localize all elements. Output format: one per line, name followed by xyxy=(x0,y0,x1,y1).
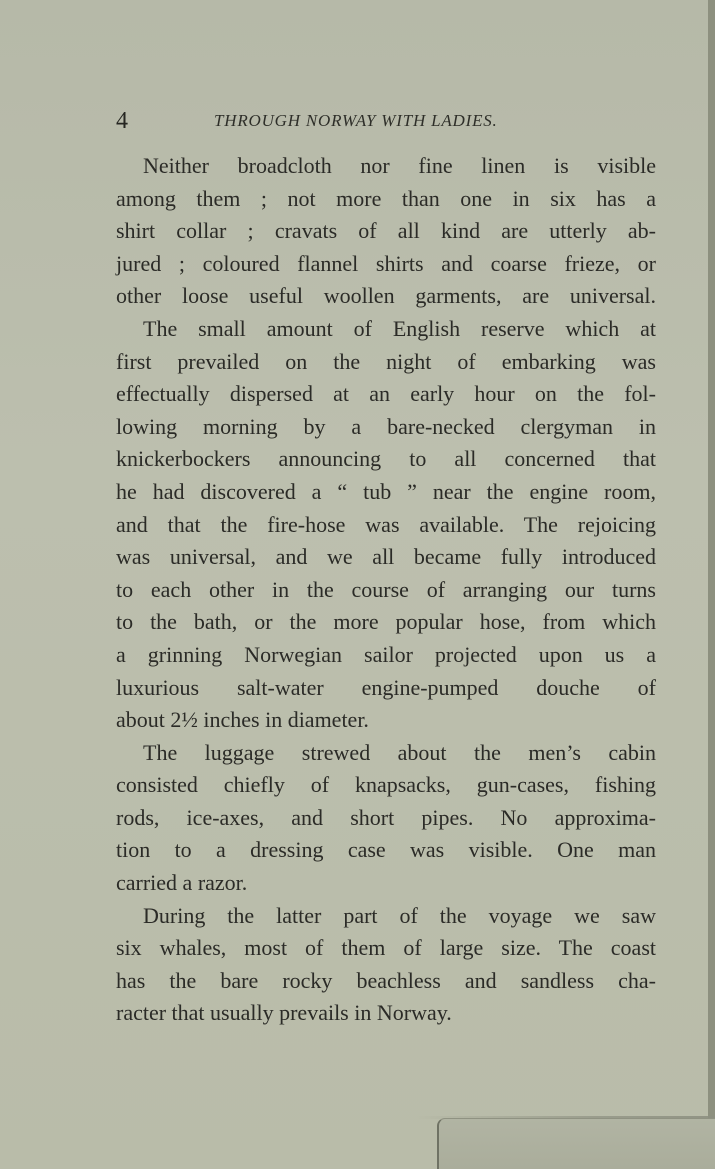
body-text xyxy=(116,150,656,1030)
text-line: consisted chiefly of knapsacks, gun-cases, fishing xyxy=(116,772,656,798)
text-line: The luggage strewed about the men’s cabin xyxy=(143,739,656,765)
text-line: shirt collar ; cravats of all kind are utterly ab- xyxy=(116,218,656,244)
text-line: he had discovered a “ tub ” near the engine room, xyxy=(116,478,656,504)
text-line: jured ; coloured flannel shirts and coarse frieze, or xyxy=(116,250,656,276)
text-line: Neither broadcloth nor fine linen is visible xyxy=(143,153,656,178)
paragraph xyxy=(116,737,656,900)
text-line: to the bath, or the more popular hose, from which xyxy=(116,609,656,635)
text-line: to each other in the course of arranging our turns xyxy=(116,576,656,602)
text-line: was universal, and we all became fully introduced xyxy=(116,544,656,570)
page-header xyxy=(116,108,576,134)
text-line: tion to a dressing case was visible. One man xyxy=(116,837,656,863)
paragraph xyxy=(116,900,656,1030)
text-line: about 2½ inches in diameter. xyxy=(116,707,369,733)
text-line: rods, ice-axes, and short pipes. No approxima- xyxy=(116,804,656,830)
text-line: knickerbockers announcing to all concerned that xyxy=(116,446,656,472)
text-line: The small amount of English reserve which at xyxy=(143,315,656,341)
text-line: other loose useful woollen garments, are universal. xyxy=(116,283,656,309)
text-line: racter that usually prevails in Norway. xyxy=(116,1000,452,1026)
text-line: first prevailed on the night of embarking was xyxy=(116,348,656,374)
book-clasp xyxy=(437,1118,715,1169)
text-line: among them ; not more than one in six has a xyxy=(116,185,656,211)
paragraph xyxy=(116,313,656,737)
page-number: 4 xyxy=(116,108,128,134)
page-edge xyxy=(708,0,715,1169)
text-line: six whales, most of them of large size. The coast xyxy=(116,935,656,961)
text-line: a grinning Norwegian sailor projected upon us a xyxy=(116,641,656,667)
text-line: lowing morning by a bare-necked clergyman in xyxy=(116,413,656,439)
text-line: carried a razor. xyxy=(116,870,248,896)
text-line: and that the fire-hose was available. The rejoicing xyxy=(116,511,656,537)
text-line: During the latter part of the voyage we saw xyxy=(143,902,656,928)
text-line: effectually dispersed at an early hour on the fol- xyxy=(116,381,656,407)
running-head: THROUGH NORWAY WITH LADIES. xyxy=(214,111,498,130)
text-line: luxurious salt-water engine-pumped douche of xyxy=(116,674,656,700)
text-line: has the bare rocky beachless and sandless cha- xyxy=(116,967,656,993)
paragraph xyxy=(116,150,656,313)
